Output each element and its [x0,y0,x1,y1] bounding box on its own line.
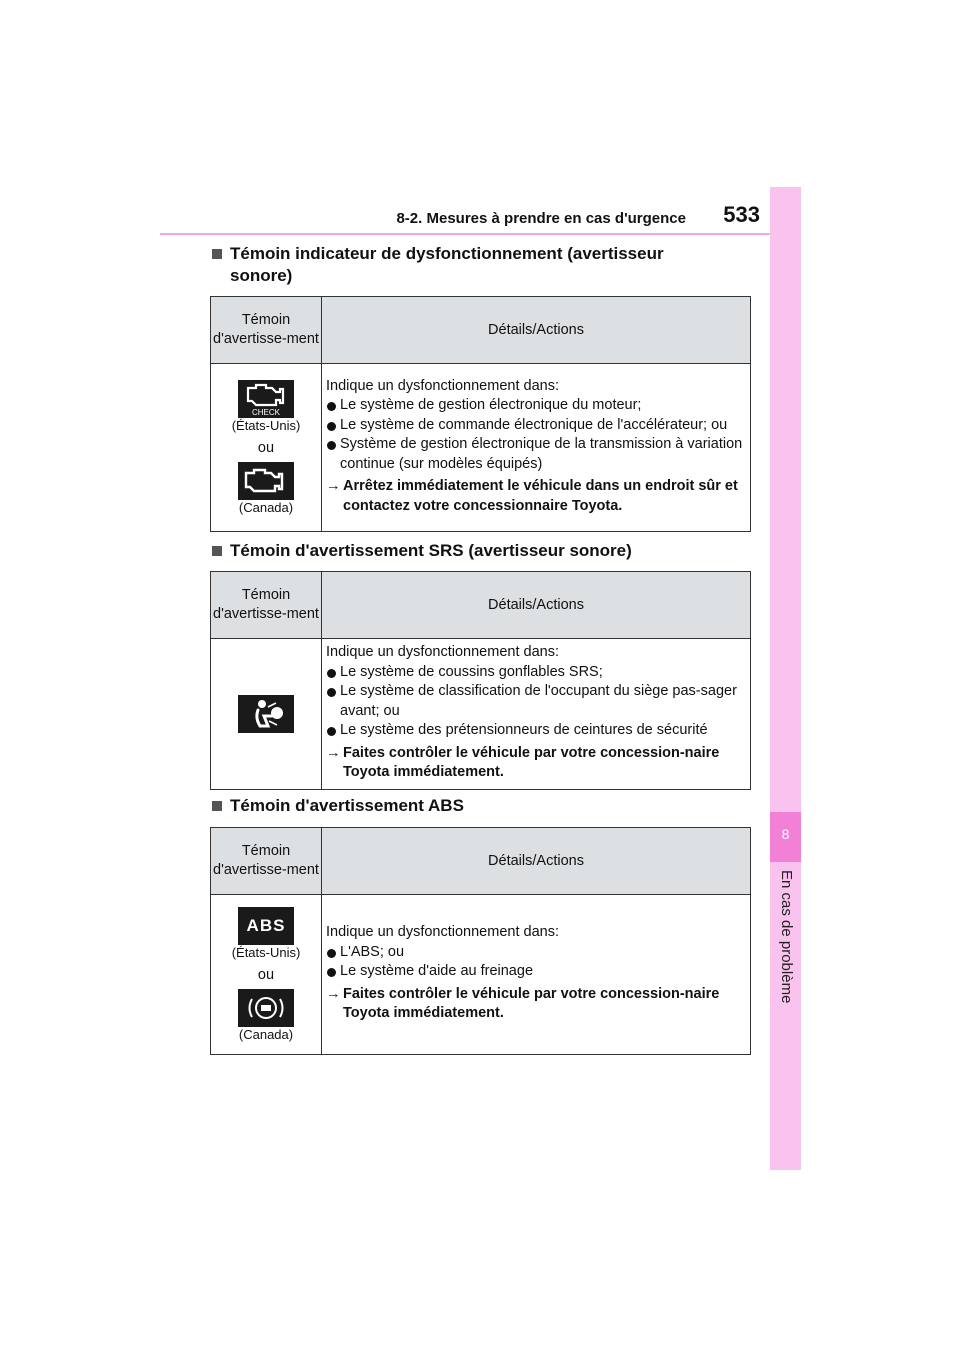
section-title-abs: Témoin d'avertissement ABS [212,795,730,817]
table-header-row [211,297,751,364]
table-row [211,895,751,1055]
icon-caption: (Canada) [238,499,294,515]
details-cell [322,895,751,1055]
table-header-row [211,828,751,895]
header-cell-light: Témoin d'avertisse-ment [211,572,322,639]
section-title-malfunction: Témoin indicateur de dysfonctionnement (avertisseur sonore) [212,243,730,287]
section-title-srs: Témoin d'avertissement SRS (avertisseur sonore) [212,540,730,562]
or-label: ou [257,439,275,456]
icon-caption: (États-Unis) [231,944,301,960]
header-divider [160,233,770,235]
warning-table-srs [210,571,751,790]
list-item: Système de gestion électronique de la transmission à variation continue (sur modèles équipés) [326,435,746,474]
table-row [211,364,751,532]
abs-icon: ABS [238,907,294,945]
square-bullet-icon [212,801,222,811]
svg-text:CHECK: CHECK [251,407,281,417]
header-cell-light: Témoin d'avertisse-ment [211,828,322,895]
header-cell-details: Détails/Actions [322,297,751,364]
arrow-right-icon: → [326,744,341,761]
icon-cell [211,895,322,1055]
check-engine-icon [238,380,294,418]
details-cell [322,639,751,790]
icon-caption: (États-Unis) [231,417,301,433]
action-instruction: → Arrêtez immédiatement le véhicule dans un endroit sûr et contactez votre concessionnaire Toyota. [326,478,738,514]
warning-table-abs [210,827,751,1055]
page-number: 533 [723,202,760,227]
square-bullet-icon [212,546,222,556]
header-cell-light: Témoin d'avertisse-ment [211,297,322,364]
list-item: Le système de coussins gonflables SRS; [326,663,746,683]
icon-cell [211,364,322,532]
details-intro: Indique un dysfonctionnement dans: [326,644,559,660]
table-header-row [211,572,751,639]
list-item: Le système d'aide au freinage [326,962,746,982]
list-item: Le système des prétensionneurs de ceintures de sécurité [326,721,746,741]
header-cell-details: Détails/Actions [322,572,751,639]
page-header [160,200,768,236]
chapter-title: En cas de problème [778,870,795,1004]
action-instruction: → Faites contrôler le véhicule par votre concession-naire Toyota immédiatement. [326,985,720,1022]
square-bullet-icon [212,249,222,259]
section-heading: 8-2. Mesures à prendre en cas d'urgence [396,210,686,227]
list-item: Le système de gestion électronique du moteur; [326,396,746,416]
details-intro: Indique un dysfonctionnement dans: [326,377,559,394]
table-row [211,639,751,790]
list-item: L'ABS; ou [326,943,746,963]
action-instruction: → Faites contrôler le véhicule par votre concession-naire Toyota immédiatement. [326,744,720,780]
details-intro: Indique un dysfonctionnement dans: [326,924,559,941]
arrow-right-icon: → [326,985,341,1002]
icon-caption: (Canada) [238,1026,294,1042]
chapter-number: 8 [770,812,801,862]
header-cell-details: Détails/Actions [322,828,751,895]
airbag-icon [238,695,294,733]
list-item: Le système de classification de l'occupant du siège pas-sager avant; ou [326,682,746,721]
details-cell [322,364,751,532]
arrow-right-icon: → [326,478,341,495]
warning-table-malfunction [210,296,751,532]
list-item: Le système de commande électronique de l'accélérateur; ou [326,416,746,436]
abs-circle-icon [238,989,294,1027]
or-label: ou [257,966,275,983]
icon-cell [211,639,322,790]
engine-icon [238,462,294,500]
